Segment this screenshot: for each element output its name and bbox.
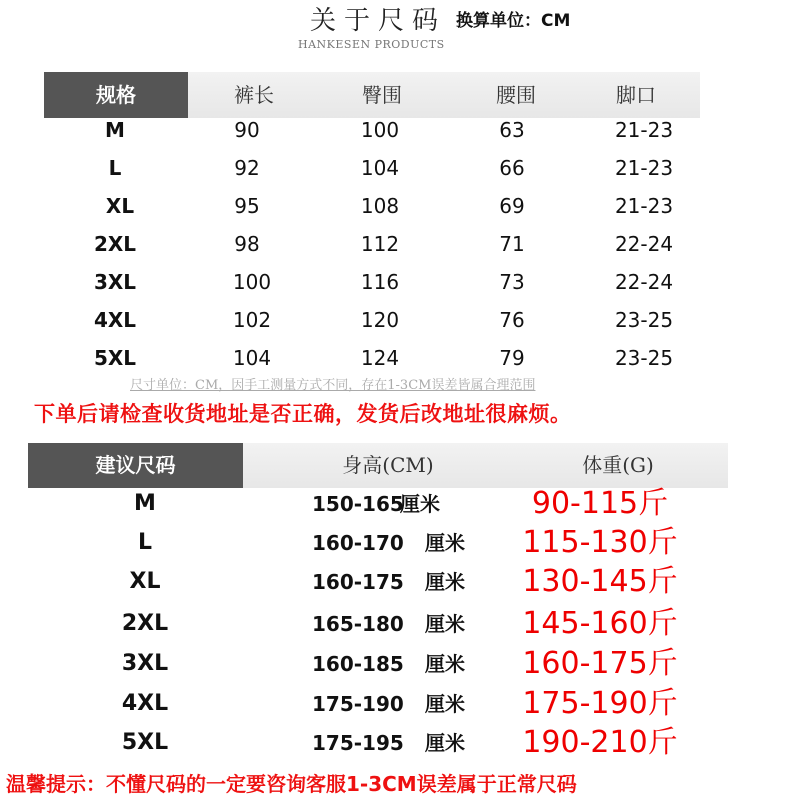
waist-cell: 73 bbox=[499, 270, 525, 294]
table-row bbox=[0, 604, 800, 644]
hip-cell: 100 bbox=[360, 118, 400, 142]
height-cell: 160-175 bbox=[312, 570, 404, 594]
weight-cell: 190-210斤 bbox=[522, 725, 678, 760]
size-cell: XL bbox=[129, 569, 161, 594]
height-unit: 厘米 bbox=[425, 731, 465, 755]
height-unit: 厘米 bbox=[425, 570, 465, 594]
hem-cell: 21-23 bbox=[614, 156, 674, 180]
col-header-hem: 脚口 bbox=[616, 83, 656, 107]
table-row bbox=[0, 149, 800, 187]
hip-cell: 116 bbox=[360, 270, 400, 294]
hip-cell: 108 bbox=[360, 194, 400, 218]
address-warning: 下单后请检查收货地址是否正确，发货后改地址很麻烦。 bbox=[34, 402, 572, 426]
length-cell: 92 bbox=[234, 156, 260, 180]
size-tip-footer: 温馨提示：不懂尺码的一定要咨询客服1-3CM误差属于正常尺码 bbox=[6, 772, 577, 796]
measurement-note: 尺寸单位：CM，因手工测量方式不同，存在1-3CM误差皆属合理范围 bbox=[130, 378, 536, 393]
height-cell: 150-165 bbox=[312, 492, 404, 516]
height-cell: 160-170 bbox=[312, 531, 404, 555]
size-cell: 5XL bbox=[121, 730, 169, 755]
suggestion-table-header bbox=[28, 443, 728, 488]
col-header-suggested-size: 建议尺码 bbox=[28, 443, 243, 488]
hip-cell: 112 bbox=[360, 232, 400, 256]
waist-cell: 76 bbox=[499, 308, 525, 332]
col-header-size: 规格 bbox=[44, 72, 188, 118]
table-row bbox=[0, 644, 800, 684]
length-cell: 95 bbox=[234, 194, 260, 218]
hip-cell: 120 bbox=[360, 308, 400, 332]
length-cell: 102 bbox=[232, 308, 272, 332]
table-row bbox=[0, 723, 800, 763]
height-cell: 160-185 bbox=[312, 652, 404, 676]
size-cell: L bbox=[108, 156, 122, 180]
height-unit: 厘米 bbox=[425, 612, 465, 636]
waist-cell: 69 bbox=[499, 194, 525, 218]
hem-cell: 23-25 bbox=[614, 308, 674, 332]
size-cell: 2XL bbox=[121, 611, 169, 636]
weight-cell: 130-145斤 bbox=[522, 564, 678, 599]
height-cell: 165-180 bbox=[312, 612, 404, 636]
unit-label: 换算单位：CM bbox=[456, 11, 571, 31]
weight-cell: 160-175斤 bbox=[522, 646, 678, 681]
length-cell: 98 bbox=[234, 232, 260, 256]
weight-cell: 115-130斤 bbox=[522, 525, 678, 560]
height-unit: 厘米 bbox=[425, 531, 465, 555]
waist-cell: 71 bbox=[499, 232, 525, 256]
hem-cell: 22-24 bbox=[614, 270, 674, 294]
table-row bbox=[0, 111, 800, 149]
hem-cell: 21-23 bbox=[614, 194, 674, 218]
brand-label: HANKESEN PRODUCTS bbox=[298, 38, 445, 51]
size-cell: 5XL bbox=[93, 346, 137, 370]
size-cell: M bbox=[105, 118, 125, 142]
weight-cell: 175-190斤 bbox=[522, 686, 678, 721]
table-row bbox=[0, 263, 800, 301]
height-unit: 厘米 bbox=[425, 692, 465, 716]
size-cell: 4XL bbox=[121, 691, 169, 716]
table-row bbox=[0, 301, 800, 339]
size-cell: 2XL bbox=[93, 232, 137, 256]
height-cell: 175-190 bbox=[312, 692, 404, 716]
length-cell: 100 bbox=[232, 270, 272, 294]
hem-cell: 23-25 bbox=[614, 346, 674, 370]
size-cell: L bbox=[137, 530, 153, 555]
size-cell: 3XL bbox=[93, 270, 137, 294]
length-cell: 90 bbox=[234, 118, 260, 142]
height-cell: 175-195 bbox=[312, 731, 404, 755]
col-header-length: 裤长 bbox=[234, 83, 274, 107]
waist-cell: 66 bbox=[499, 156, 525, 180]
hem-cell: 21-23 bbox=[614, 118, 674, 142]
length-cell: 104 bbox=[232, 346, 272, 370]
table-row bbox=[0, 187, 800, 225]
table-row bbox=[0, 684, 800, 724]
hip-cell: 124 bbox=[360, 346, 400, 370]
height-unit: 厘米 bbox=[400, 492, 440, 516]
page-title: 关于尺码 bbox=[310, 6, 447, 36]
size-cell: XL bbox=[105, 194, 135, 218]
weight-cell: 145-160斤 bbox=[522, 606, 678, 641]
hem-cell: 22-24 bbox=[614, 232, 674, 256]
weight-cell: 90-115斤 bbox=[531, 486, 669, 521]
waist-cell: 63 bbox=[499, 118, 525, 142]
waist-cell: 79 bbox=[499, 346, 525, 370]
height-unit: 厘米 bbox=[425, 652, 465, 676]
table-row bbox=[0, 339, 800, 377]
col-header-height: 身高(CM) bbox=[342, 453, 434, 477]
table-row bbox=[0, 484, 800, 524]
size-cell: 3XL bbox=[121, 651, 169, 676]
hip-cell: 104 bbox=[360, 156, 400, 180]
col-header-hip: 臀围 bbox=[362, 83, 402, 107]
size-cell: M bbox=[134, 491, 156, 516]
col-header-weight: 体重(G) bbox=[582, 453, 654, 477]
col-header-waist: 腰围 bbox=[496, 83, 536, 107]
table-row bbox=[0, 562, 800, 602]
table-row bbox=[0, 225, 800, 263]
table-row bbox=[0, 523, 800, 563]
size-cell: 4XL bbox=[93, 308, 137, 332]
